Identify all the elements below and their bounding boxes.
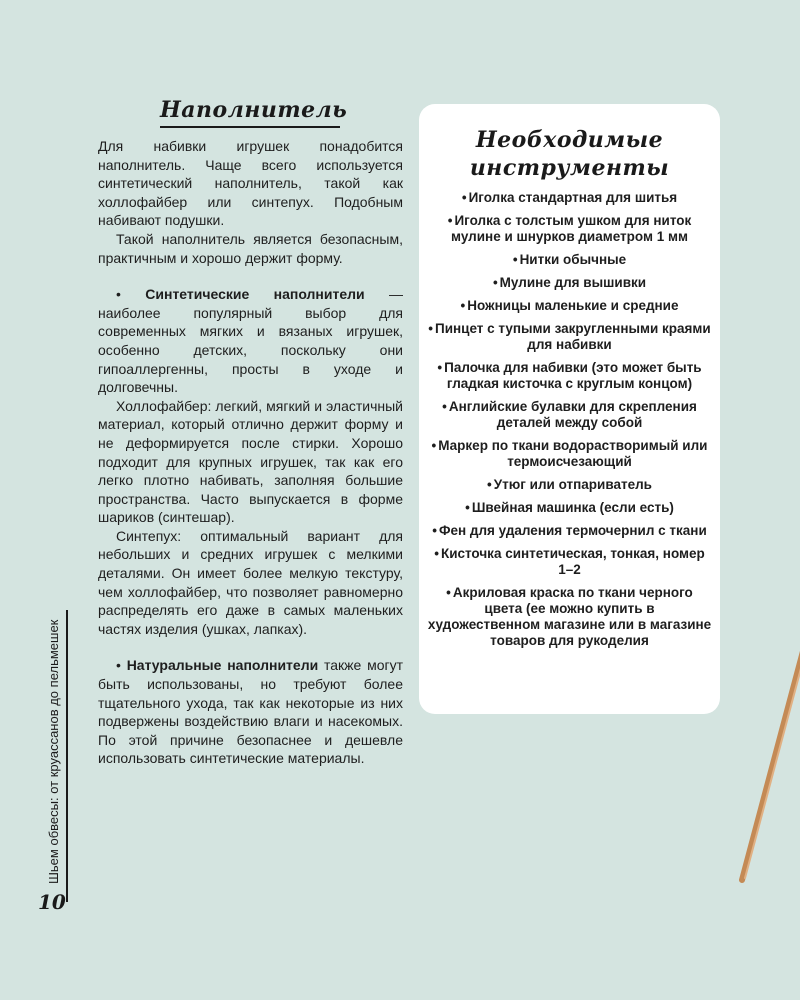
- list-item: • Фен для удаления термочернил с ткани: [432, 523, 707, 538]
- needle-shaft: [742, 640, 800, 880]
- page-number: 10: [38, 890, 66, 914]
- tools-list: [427, 190, 712, 656]
- list-item: • Ножницы маленькие и средние: [460, 298, 679, 313]
- sidebar-rule: [66, 610, 68, 902]
- list-item: • Нитки обычные: [512, 252, 627, 267]
- running-head: Шьем обвесы: от круассанов до пельмешек: [46, 619, 61, 884]
- tools-title: [419, 126, 720, 182]
- tools-card: [419, 104, 720, 714]
- section-title: Наполнитель: [160, 96, 340, 128]
- sintepuh-paragraph: Синтепух: оптимальный вариант для небольших и средних игрушек с мелкими деталями. Он имеет более мелкую текстуру, чем холлофайбер, что позволяет равномерно распределять его даже в самых маленьких частях изделия (ушках, лапках).: [98, 527, 403, 637]
- list-item: • Швейная машинка (если есть): [465, 500, 674, 515]
- synthetic-paragraph: [98, 285, 403, 397]
- list-item: • Иголка с толстым ушком для ниток мулине и шнурков диаметром 1 мм: [447, 213, 692, 244]
- synthetic-text: — наиболее популярный выбор для современных мягких и вязаных игрушек, особенно детских, поскольку они гипоаллергенны, просты в уходе и долговечны.: [98, 286, 403, 396]
- list-item: • Маркер по ткани водорастворимый или термоисчезающий: [431, 438, 708, 469]
- list-item: • Утюг или отпариватель: [487, 477, 652, 492]
- natural-paragraph: [98, 656, 403, 768]
- tools-title-line-2: инструменты: [469, 155, 670, 181]
- intro-paragraph-2: Такой наполнитель является безопасным, практичным и хорошо держит форму.: [98, 230, 403, 266]
- natural-heading: Натуральные наполнители: [126, 657, 319, 674]
- list-item: • Иголка стандартная для шитья: [461, 190, 678, 205]
- list-item: • Кисточка синтетическая, тонкая, номер 1–2: [434, 546, 705, 577]
- list-item: • Акриловая краска по ткани черного цвета (ее можно купить в художественном магазине или в магазине товаров для рукоделия: [427, 585, 712, 648]
- hollofiber-paragraph: Холлофайбер: легкий, мягкий и эластичный материал, который отлично держит форму и не деформируется после стирки. Хорошо подходит для крупных игрушек, так как его легко плотно набивать, заполняя большие пространства. Часто выпускается в форме шариков (синтешар).: [98, 397, 403, 526]
- list-item: • Английские булавки для скрепления деталей между собой: [442, 399, 697, 430]
- list-item: • Палочка для набивки (это может быть гладкая кисточка с круглым концом): [437, 360, 702, 391]
- natural-text: также могут быть использованы, но требуют более тщательного ухода, так как некоторые из них подвержены воздействию влаги и насекомых. По этой причине безопаснее и дешевле использовать синтетические материалы.: [98, 657, 403, 767]
- body-text: [98, 137, 403, 768]
- list-item: • Мулине для вышивки: [492, 275, 647, 290]
- bullet: •: [116, 657, 121, 674]
- list-item: • Пинцет с тупыми закругленными краями для набивки: [428, 321, 711, 352]
- tools-title-line-1: Необходимые: [475, 127, 664, 153]
- bullet: •: [116, 286, 121, 303]
- synthetic-heading: Синтетические наполнители: [145, 286, 365, 303]
- intro-paragraph: Для набивки игрушек понадобится наполнитель. Чаще всего используется синтетический наполнитель, такой как холлофайбер или синтепух. Подобным набивают подушки.: [98, 138, 403, 229]
